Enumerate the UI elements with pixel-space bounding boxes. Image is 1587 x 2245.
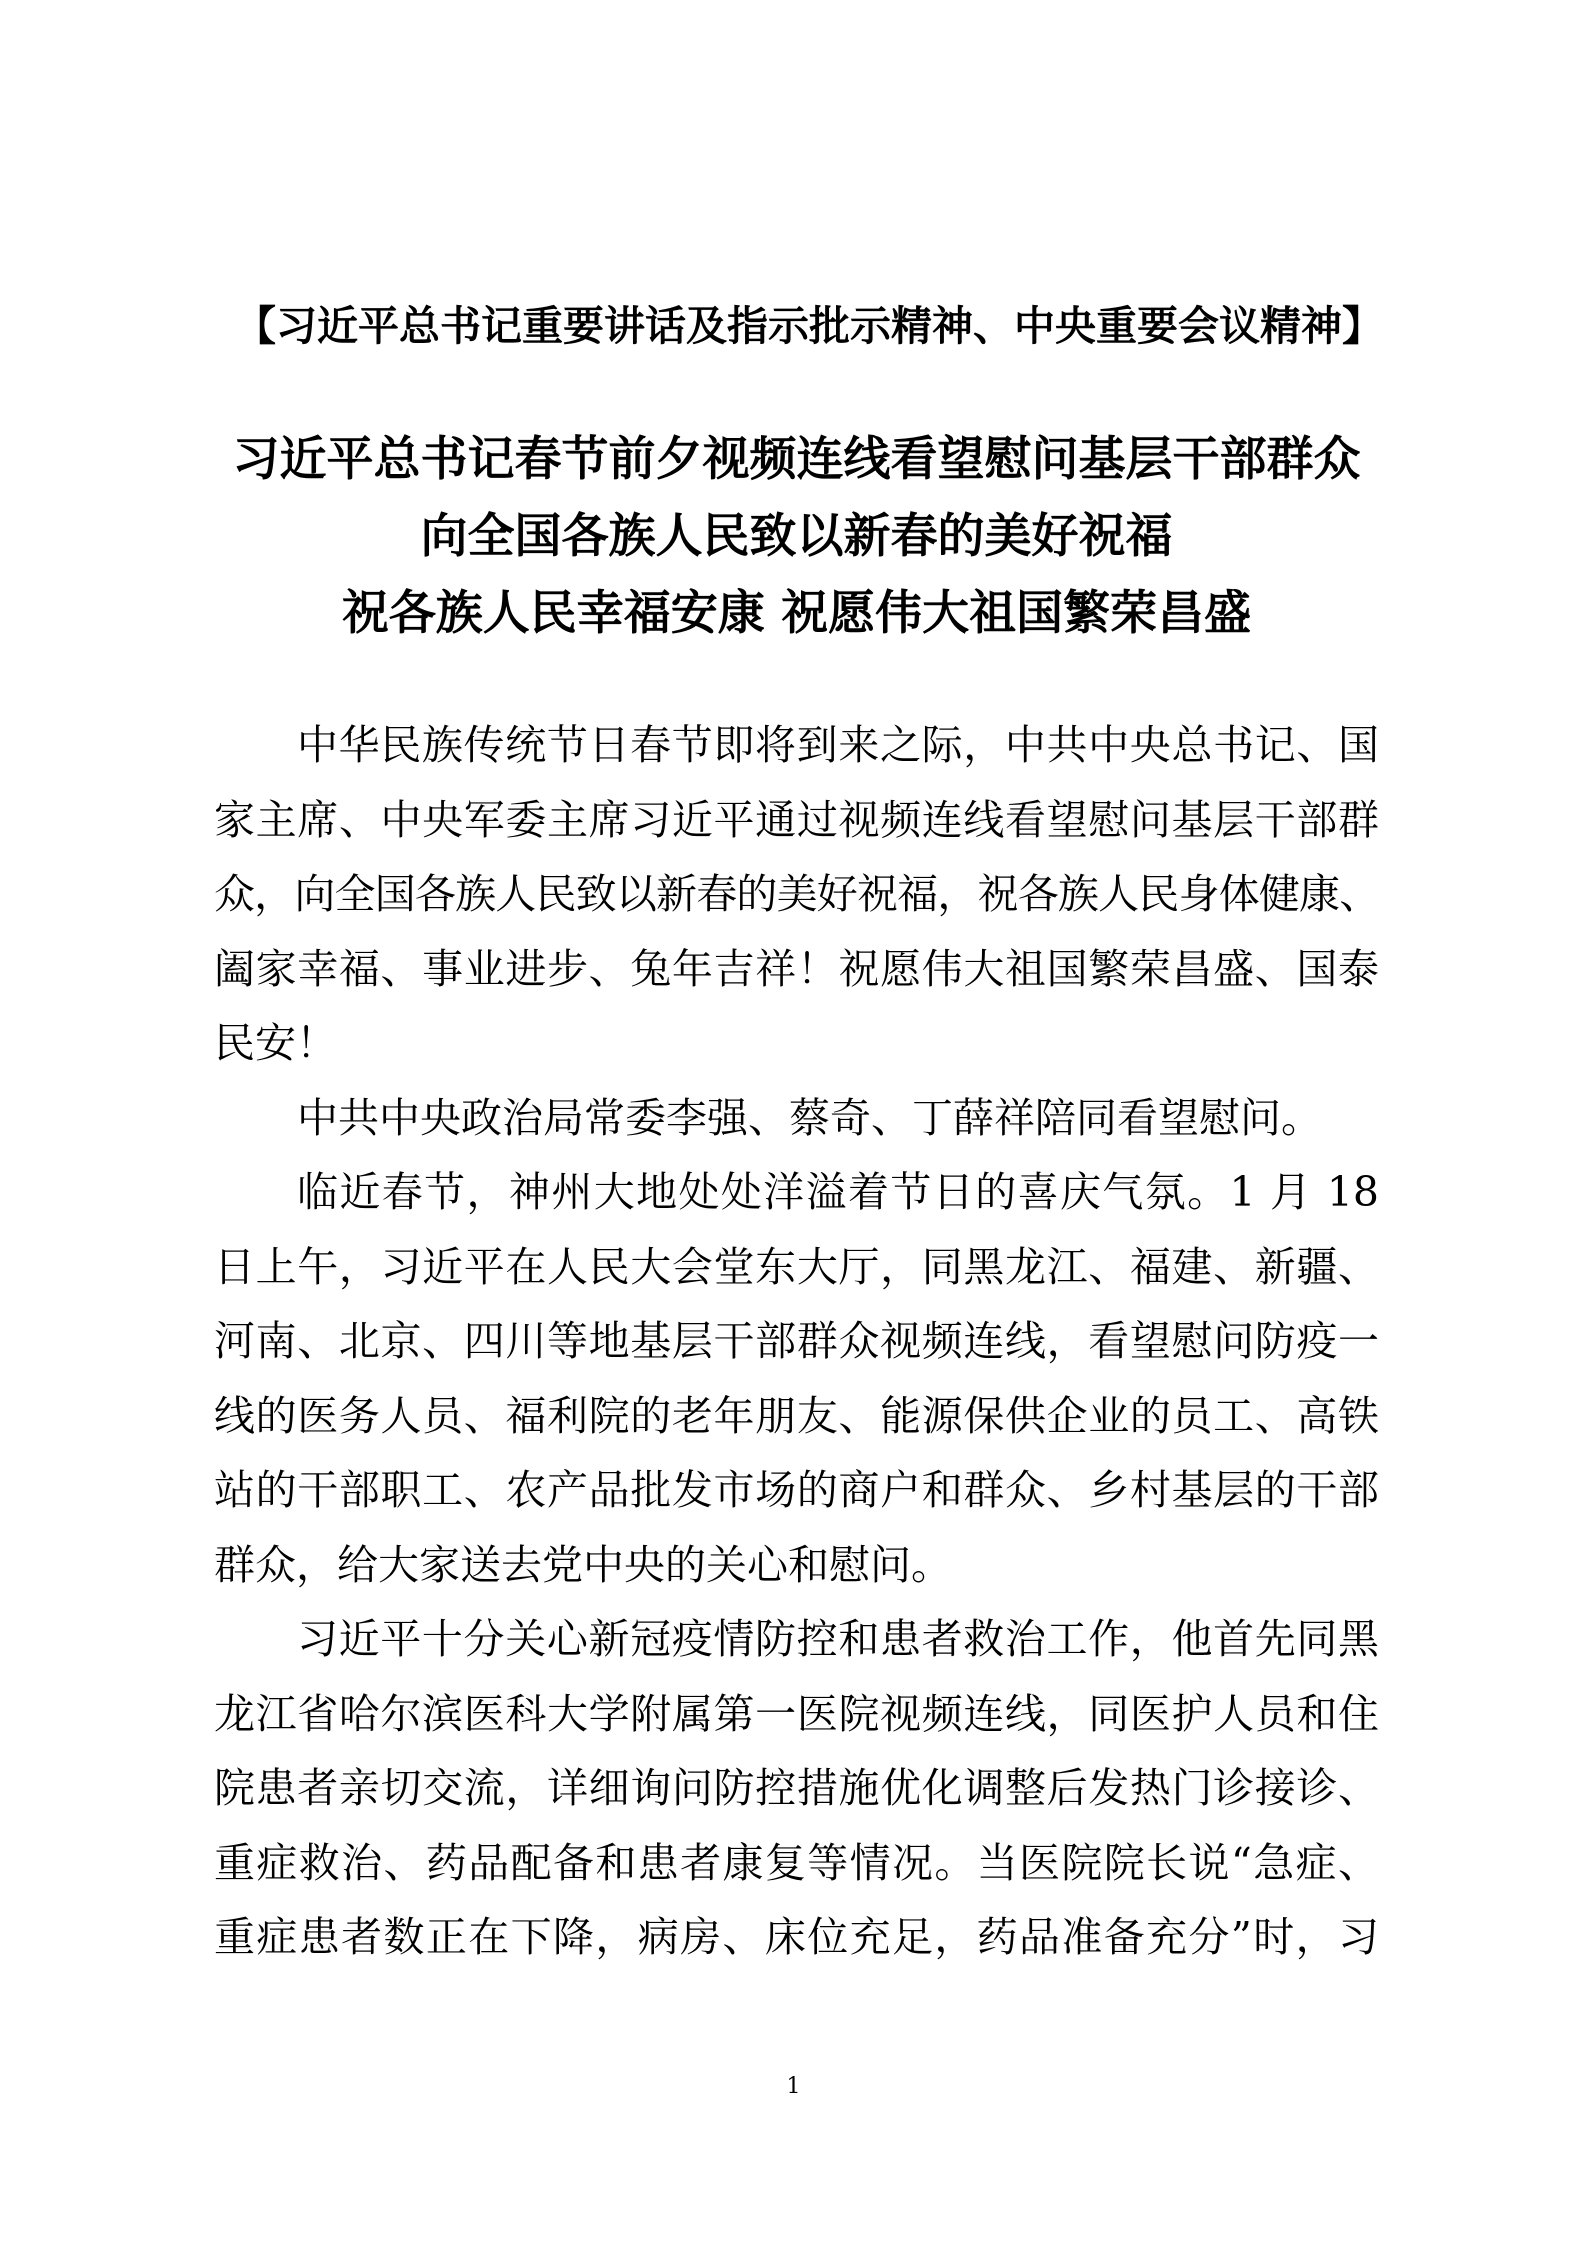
document-title [214, 421, 1379, 652]
text-line: 龙江省哈尔滨医科大学附属第一医院视频连线，同医护人员和住 [214, 1689, 1379, 1738]
text-line: 家主席、中央军委主席习近平通过视频连线看望慰问基层干部群 [214, 795, 1379, 844]
text-line: 群众，给大家送去党中央的关心和慰问。 [214, 1540, 952, 1589]
text-line: 习近平十分关心新冠疫情防控和患者救治工作，他首先同黑 [297, 1615, 1379, 1663]
section-header: 【习近平总书记重要讲话及指示批示精神、中央重要会议精神】 [235, 302, 1383, 350]
paragraph [214, 1155, 1379, 1602]
document-body [214, 708, 1379, 1975]
text-line: 线的医务人员、福利院的老年朋友、能源保供企业的员工、高铁 [214, 1391, 1379, 1440]
text-line: 重症救治、药品配备和患者康复等情况。当医院院长说“急症、 [214, 1838, 1379, 1887]
paragraph [214, 1602, 1379, 1975]
text-line: 站的干部职工、农产品批发市场的商户和群众、乡村基层的干部 [214, 1466, 1379, 1514]
text-line: 中华民族传统节日春节即将到来之际，中共中央总书记、国 [297, 721, 1379, 769]
document-title-line: 习近平总书记春节前夕视频连线看望慰问基层干部群众 [232, 432, 1361, 487]
text-line: 阖家幸福、事业进步、兔年吉祥！祝愿伟大祖国繁荣昌盛、国泰 [214, 944, 1379, 993]
document-title-line: 向全国各族人民致以新春的美好祝福 [420, 509, 1173, 564]
text-line: 民安！ [214, 1019, 337, 1067]
text-line: 中共中央政治局常委李强、蔡奇、丁薛祥陪同看望慰问。 [297, 1093, 1322, 1142]
text-line: 日上午，习近平在人民大会堂东大厅，同黑龙江、福建、新疆、 [214, 1242, 1379, 1291]
text-line: 临近春节，神州大地处处洋溢着节日的喜庆气氛。1 月 18 [297, 1168, 1379, 1216]
page-number: 1 [786, 2074, 801, 2099]
text-line: 院患者亲切交流，详细询问防控措施优化调整后发热门诊接诊、 [214, 1764, 1379, 1812]
paragraph [214, 1081, 1379, 1156]
document-title-line: 祝各族人民幸福安康 祝愿伟大祖国繁荣昌盛 [341, 586, 1252, 641]
paragraph [214, 708, 1379, 1081]
text-line: 河南、北京、四川等地基层干部群众视频连线，看望慰问防疫一 [214, 1317, 1379, 1365]
text-line: 重症患者数正在下降，病房、床位充足，药品准备充分”时，习 [214, 1913, 1379, 1961]
text-line: 众，向全国各族人民致以新春的美好祝福，祝各族人民身体健康、 [214, 870, 1379, 918]
